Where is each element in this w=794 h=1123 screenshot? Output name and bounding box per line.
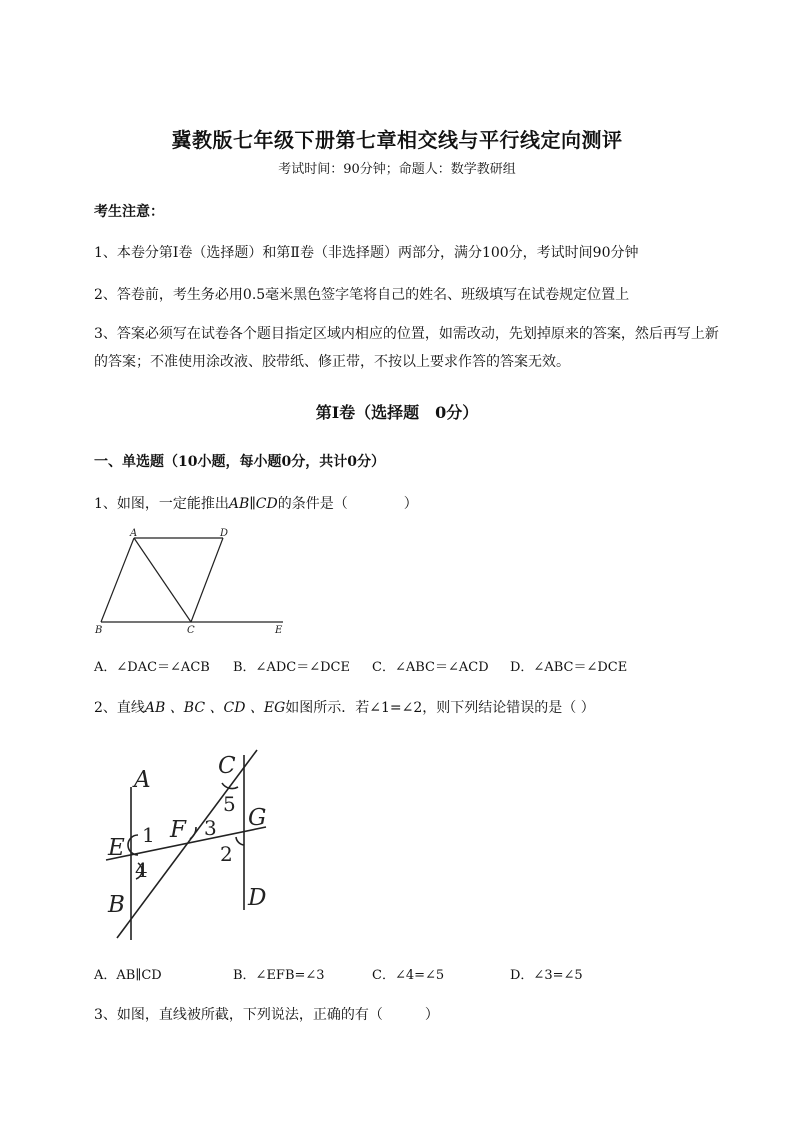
option-a[interactable]: A．∠DAC＝∠ACB xyxy=(94,660,210,675)
question-2-options xyxy=(94,964,714,982)
line-ab xyxy=(101,538,134,622)
question-number: 1、 xyxy=(94,496,117,512)
question-1-stem xyxy=(94,493,418,513)
angle-3-arc xyxy=(190,827,196,839)
option-d[interactable]: D．∠ABC＝∠DCE xyxy=(510,660,628,675)
notice-item-2: 2、答卷前，考生务必用0.5毫米黑色签字笔将自己的姓名、班级填写在试卷规定位置上 xyxy=(94,287,630,303)
label-b: B xyxy=(95,625,103,636)
label-angle-4: 4 xyxy=(135,858,148,882)
question-1-figure xyxy=(90,530,290,640)
label-e: E xyxy=(275,625,283,636)
label-angle-5: 5 xyxy=(223,792,236,816)
line-ac xyxy=(134,538,191,622)
line-eg xyxy=(106,827,266,860)
line-dc xyxy=(191,538,223,622)
page-title: 冀教版七年级下册第七章相交线与平行线定向测评 xyxy=(171,128,623,152)
stem-text: 如图，直线被所截，下列说法，正确的有（ ） xyxy=(116,1007,439,1023)
label-b: B xyxy=(108,892,125,918)
stem-text: 的条件是（ ） xyxy=(277,496,418,512)
question-2-stem xyxy=(94,697,595,717)
question-number: 3、 xyxy=(94,1007,117,1023)
label-d: D xyxy=(220,528,229,539)
option-c[interactable]: C．∠4=∠5 xyxy=(372,968,445,983)
question-2-figure xyxy=(100,745,280,945)
stem-text: 如图，一定能推出 xyxy=(116,496,229,512)
notice-heading: 考生注意： xyxy=(94,204,164,220)
stem-math: AB∥CD xyxy=(228,496,278,512)
label-c: C xyxy=(187,625,195,636)
question-1-options xyxy=(94,656,714,674)
option-a[interactable]: A．AB∥CD xyxy=(94,968,162,983)
stem-text: 如图所示．若∠1=∠2，则下列结论错误的是（ ） xyxy=(285,700,595,716)
question-3-stem xyxy=(94,1004,439,1024)
option-d[interactable]: D．∠3=∠5 xyxy=(510,968,583,983)
option-c[interactable]: C．∠ABC＝∠ACD xyxy=(372,660,489,675)
page-subtitle: 考试时间：90分钟；命题人：数学教研组 xyxy=(278,162,516,177)
label-c: C xyxy=(218,753,236,779)
label-angle-2: 2 xyxy=(220,842,233,866)
part-heading: 一、单选题（10小题，每小题0分，共计0分） xyxy=(94,454,385,470)
stem-math: AB 、BC 、CD 、EG xyxy=(144,700,286,716)
notice-item-3: 3、答案必须写在试卷各个题目指定区域内相应的位置，如需改动，先划掉原来的答案，然后再写上新的答案；不准使用涂改液、胶带纸、修正带，不按以上要求作答的答案无效。 xyxy=(94,326,719,370)
option-b[interactable]: B．∠ADC＝∠DCE xyxy=(233,660,350,675)
label-f: F xyxy=(170,817,186,843)
question-number: 2、 xyxy=(94,700,117,716)
angle-1-arc xyxy=(128,835,138,855)
label-e: E xyxy=(108,835,125,861)
label-angle-1: 1 xyxy=(142,823,155,847)
label-a: A xyxy=(134,767,151,793)
label-angle-3: 3 xyxy=(204,816,217,840)
notice-item-1: 1、本卷分第Ⅰ卷（选择题）和第Ⅱ卷（非选择题）两部分，满分100分，考试时间90分钟 xyxy=(94,245,639,261)
angle-2-arc xyxy=(236,837,244,845)
stem-text: 直线 xyxy=(116,700,145,716)
section-title: 第Ⅰ卷（选择题 0分） xyxy=(315,403,479,422)
label-d: D xyxy=(248,885,267,911)
label-g: G xyxy=(248,805,267,831)
option-b[interactable]: B．∠EFB=∠3 xyxy=(233,968,325,983)
label-a: A xyxy=(130,528,138,539)
